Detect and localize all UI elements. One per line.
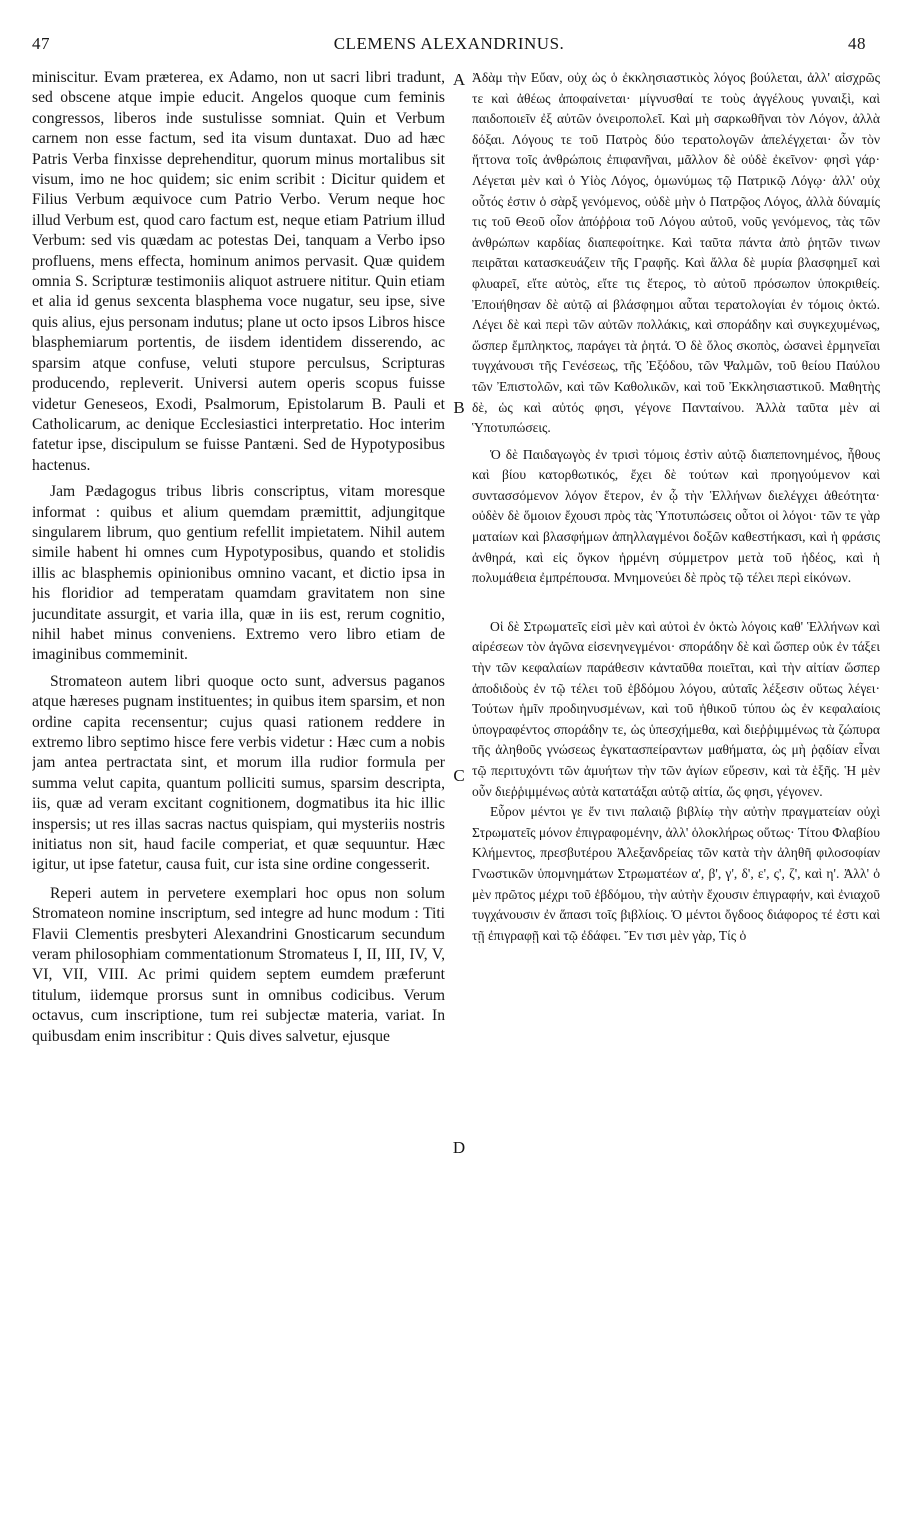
- latin-column: [32, 68, 445, 1047]
- running-header: [32, 34, 866, 56]
- margin-letter-a: A: [452, 70, 466, 89]
- page-number-left: 47: [32, 34, 50, 53]
- running-title: CLEMENS ALEXANDRINUS.: [333, 34, 565, 53]
- greek-paragraph: Οἱ δὲ Στρωματεῖς εἰσὶ μὲν καὶ αὐτοὶ ἐν ὀκτὼ λόγοις καθ' Ἑλλήνων καὶ αἱρέσεων τὸν ἀγῶνα εἰσενηνεγμένοι· σποράδην δὲ καὶ ὥσπερ οὐκ ἐν τάξει τὴν τῶν κεφαλαίων παράθεσιν κἀνταῦθα ποιεῖται, καὶ τὴν αἰτίαν ὥσπερ ἀποδιδοὺς ἐν τῷ τέλει τοῦ ἑβδόμου λόγου, αὐταῖς λέξεσιν οὕτως λέγει· Τούτων ἡμῖν προδιηνυσμένων, καὶ τοῦ ἠθικοῦ τύπου ὡς ἐν κεφαλαίοις ὑπογραφέντος σποράδην τε, ὡς ὑπεσχήμεθα, καὶ διεῤῥιμμένως τὰ ζώπυρα τῆς ἀληθοῦς γνώσεως ἐγκατασπείραντων μαθήματα, ὡς μὴ ῥᾳδίαν εἶναι τῷ περιτυχόντι τῶν ἀμυήτων τὴν τῶν ἁγίων εὕρεσιν, καὶ τὰ ἑξῆς. Ἡ μὲν οὖν διεῤῥιμμένως αὐτὰ κατατάξαι αὐτῷ αἰτία, ὥς φησι, γέγονεν.: [472, 618, 880, 799]
- greek-paragraph: Ἀδὰμ τὴν Εὔαν, οὐχ ὡς ὁ ἐκκλησιαστικὸς λόγος βούλεται, ἀλλ' αἰσχρῶς τε καὶ ἀθέως ἀποφαίνεται· μίγνυσθαί τε τοὺς ἀγγέλους γυναιξὶ, καὶ παιδοποιεῖν ἐξ αὐτῶν ὀνειροπολεῖ. Καὶ μὴ σαρκωθῆναι τὸν Λόγον, ἀλλὰ δόξαι. Λόγους τε τοῦ Πατρὸς δύο τερατολογῶν ἀπελέγχεται· ὧν τὸν ἥττονα τοῖς ἀνθρώποις ἐπιφανῆναι, μᾶλλον δὲ οὐδὲ ἐκεῖνον· φησὶ γάρ· Λέγεται μὲν καὶ ὁ Υἱὸς Λόγος, ὁμωνύμως τῷ Πατρικῷ Λόγῳ· ἀλλ' οὐχ οὗτός ἐστιν ὁ σὰρξ γενόμενος, οὐδὲ μὴν ὁ Πατρῷος Λόγος, ἀλλὰ δύναμίς τις τοῦ Θεοῦ οἷον ἀπόῤῥοια τοῦ Λόγου αὐτοῦ, νοῦς γενόμενος, τὰς τῶν ἀνθρώπων καρδίας διαπεφοίτηκε. Καὶ ταῦτα πάντα ἀπὸ ῥητῶν τινων πειρᾶται κατασκευάζειν τῆς Γραφῆς. Καὶ ἄλλα δὲ μυρία βλασφημεῖ καὶ φλυαρεῖ, εἴτε αὐτὸς, εἴτε τις ἕτερος, τὸ αὐτοῦ πρόσωπον ὑποκριθείς. Ἐποιήθησαν δὲ αὐτῷ αἱ βλάσφημοι αὗται τερατολογίαι ἐν τόμοις ὀκτώ. Λέγει δὲ καὶ περὶ τῶν αὐτῶν πολλάκις, καὶ σποράδην καὶ συγκεχυμένως, ὥσπερ ἔμπληκτος, παράγει τὰ ῥητά. Ὁ δὲ ὅλος σκοπὸς, ὡσανεὶ ἑρμηνεῖαι τυγχάνουσι τῆς Γενέσεως, τῆς Ἐξόδου, τῶν Ψαλμῶν, τοῦ θείου Παύλου τῶν Ἐπιστολῶν, καὶ τῶν Καθολικῶν, καὶ τοῦ Ἐκκλησιαστικοῦ. Μαθητὴς δὲ, ὡς καὶ αὐτός φησι, γέγονε Πανταίνου. Ἀλλὰ ταῦτα μὲν αἱ Ὑποτυπώσεις.: [472, 70, 880, 436]
- margin-letter-b: B: [453, 398, 465, 417]
- greek-paragraph: Ὁ δὲ Παιδαγωγὸς ἐν τρισὶ τόμοις ἐστὶν αὐτῷ διαπεπονημένος, ἦθους καὶ βίου κατορθωτικός, ἔχει δὲ τούτων καὶ προηγούμενον καὶ συντασσόμενον λόγον ἕτερον, ἐν ᾧ τὴν Ἑλλήνων διελέγχει ἀθεότητα· οὐδὲν δὲ ὅμοιον ἔχουσι πρὸς τὰς Ὑποτυπώσεις οὗτοι οἱ λόγοι· τῶν τε γὰρ ματαίων καὶ βλασφήμων ἀπηλλαγμένοι δοξῶν καθεστήκασι, καὶ ἡ φράσις ἀνθηρά, καὶ εἰς ὄγκον ἠρμένη σύμμετρον μετὰ τοῦ ἡδέος, καὶ ἡ πολυμάθεια ἐμπρέπουσα. Μνημονεύει δὲ πρὸς τῷ τέλει περὶ εἰκόνων.: [472, 446, 880, 586]
- latin-paragraph: miniscitur. Evam præterea, ex Adamo, non ut sacri libri tradunt, sed obscene atque impie educit. Angelos quoque cum feminis congressos, liberos inde sustulisse somniat. Quin et Verbum carnem non esse factum, sed ita visum duntaxat. Duo ad hæc Patris Verba finxisse deprehenditur, quorum minus mortalibus sit visum, imo ne hoc quidem; sic enim scribit : Dicitur quidem et Filius Verbum æquivoce cum Patrio Verbo. Verum neque hoc illud Verbum est, quod caro factum est, neque etiam Patrium illud Verbum: sed vis quædam ac potestas Dei, tanquam a Verbo ipso profluens, mens effecta, hominum animos pervasit. Quæ quidem omnia S. Scripturæ testimoniis aliquot astruere nititur. Quin etiam et alia id genus sexcenta blasphema voce nugatur, seu ipse, sive quis alius, ejus personam indutus; plane ut octo ipsos Libros hisce blasphemiarum portentis, de iisdem identidem disserendo, ac sparsim atque confuse, veluti stupore perculsus, Scripturas producendo, repleverit. Universi autem operis scopus fuisse videtur Geneseos, Exodi, Psalmorum, Epistolarum B. Pauli et Catholicarum, ac denique Ecclesiastici interpretatio. Hoc interim fatetur ipse, discipulum se fuisse Pantæni. Sed de Hypotyposibus hactenus.: [32, 69, 445, 474]
- margin-letter-d: D: [452, 1138, 466, 1157]
- latin-paragraph: Stromateon autem libri quoque octo sunt, adversus paganos atque hæreses pugnam instituentes; in quibus item sparsim, et non ordine capita recensentur; cujus quasi rationem reddere in extremo libro septimo hisce fere verbis videtur : Hæc cum a nobis jam antea pertractata sint, et morum illa rudior formula per summa velut capita, quantum polliciti sumus, sparsim descripta, iis, quæ ad veram excitant cognitionem, dogmatibus ita hic illic inspersis; ut res illas sacras nactus quispiam, qui mysteriis nostris initiatus non sit, haud facile comperiat, et quæ sequuntur. Hæc igitur, ut ipse fatetur, causa fuit, cur ista sine ordine congesserit.: [32, 672, 445, 874]
- page-number-right: 48: [848, 34, 866, 53]
- latin-paragraph: Reperi autem in pervetere exemplari hoc opus non solum Stromateon nomine inscriptum, sed integre ad hunc modum : Titi Flavii Clementis presbyteri Alexandrini Gnosticarum secundum veram philosophiam commentationum Stromateus I, II, III, IV, V, VI, VII, VIII. Ac primi quidem septem eumdem præferunt titulum, iidemque prorsus sunt in omnibus codicibus. Verum octavus, cum inscriptione, tum rei subjectæ materia, variat. In quibusdam enim inscribitur : Quis dives salvetur, ejusque: [32, 884, 445, 1045]
- greek-column: [472, 68, 880, 946]
- margin-letter-c: C: [453, 766, 465, 785]
- greek-paragraph: Εὗρον μέντοι γε ἔν τινι παλαιῷ βιβλίῳ τὴν αὐτὴν πραγματείαν οὐχὶ Στρωματεῖς μόνον ἐπιγραφομένην, ἀλλ' ὁλοκλήρως οὕτως· Τίτου Φλαβίου Κλήμεντος, πρεσβυτέρου Ἀλεξανδρείας τῶν κατὰ τὴν ἀληθῆ φιλοσοφίαν Γνωστικῶν ὑπομνημάτων Στρωματέων α', β', γ', δ', ε', ς', ζ', καὶ η'. Ἀλλ' ὁ μὲν πρῶτος μέχρι τοῦ ἑβδόμου, τὴν αὐτὴν ἔχουσιν ἐπιγραφήν, καὶ ἐνιαχοῦ τυγχάνουσιν ἐν ἅπασι τοῖς βιβλίοις. Ὁ μέντοι ὄγδοος διάφορος τέ ἐστι καὶ τῇ ἐπιγραφῇ καὶ τῷ ἐδάφει. Ἔν τισι μὲν γὰρ, Τίς ὁ: [472, 804, 880, 943]
- latin-paragraph: Jam Pædagogus tribus libris conscriptus, vitam moresque informat : quibus et alium quemdam præmittit, adjungitque singularem librum, quo gentium refellit impietatem. Nihil autem simile habent hi omnes cum Hypotyposibus, quando et stolidis illis ac blasphemis opinionibus omnino vacant, et dictio ipsa in his floridior ad temperatam quamdam gravitatem non sine jucunditate assurgit, et varia illa, quæ in iis est, rerum cognitio, nihil habet minus conveniens. Extremo vero libro etiam de imaginibus commeminit.: [32, 483, 445, 664]
